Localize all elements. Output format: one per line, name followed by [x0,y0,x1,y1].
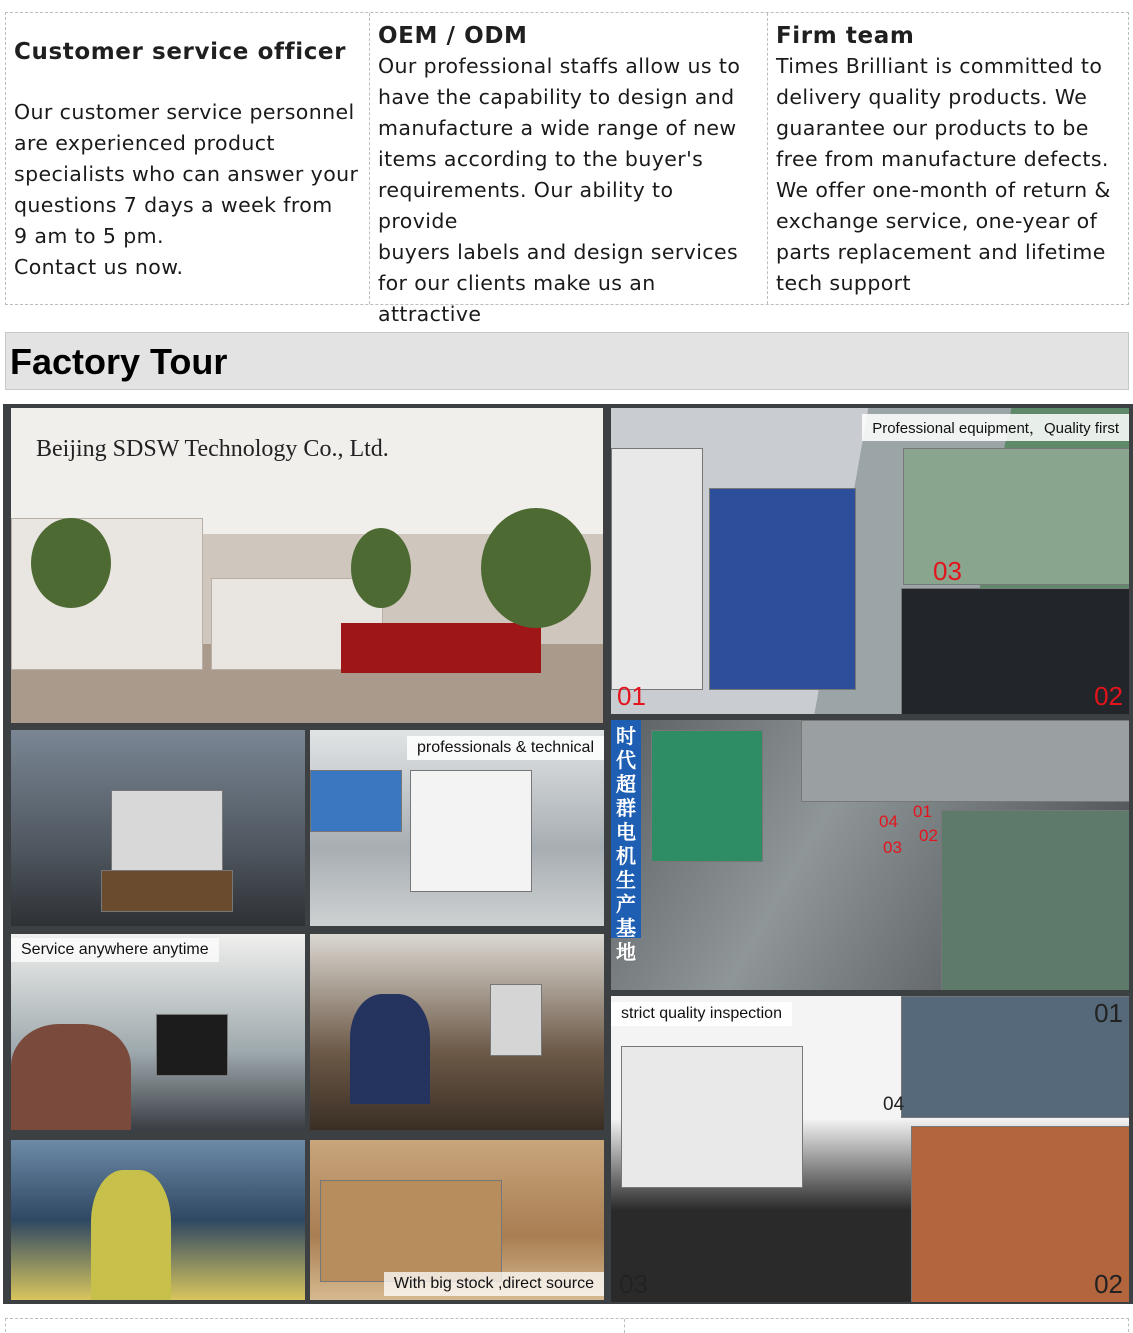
factory-caption: Beijing SDSW Technology Co., Ltd. [36,436,389,462]
next-table-border [5,1318,1129,1332]
factory-gate [341,623,541,673]
parts-bins [310,770,402,832]
lathe-machine [111,790,223,882]
assembly-station-inset [941,810,1129,990]
cnc-machine [621,1046,803,1188]
stock-caption: With big stock ,direct source [384,1272,604,1296]
service-staff [11,1024,131,1130]
qc-caption: strict quality inspection [611,1002,792,1026]
firm-team-text: Times Brilliant is committed to delivery quality products. We guarantee our products to be free from manufacture defects. We offer one-month of return & exchange service, one-year of parts replacement and lifetime tech support [776,54,1111,295]
lathe-workshop-photo [11,730,305,926]
qc-number: 03 [619,1269,648,1299]
factory-exterior-photo [11,408,603,723]
technical-caption: professionals & technical [407,736,604,760]
control-box [490,984,542,1056]
laser-welder [709,488,856,690]
base-number: 04 [879,812,898,831]
service-office-photo [11,934,305,1130]
warehouse-staff [91,1170,171,1300]
base-number: 03 [883,838,902,857]
service-caption: Service anywhere anytime [11,938,219,962]
production-base-sign: 时代超群电机生产基地 [611,720,641,938]
stock-boxes [320,1180,502,1282]
technical-workshop-photo [310,730,604,926]
oem-odm-title: OEM / ODM [378,23,528,49]
section-title: Factory Tour [10,341,228,382]
equipment-number: 01 [617,681,646,711]
next-table-divider [624,1319,625,1333]
stator-stack-inset [801,720,1129,802]
equipment-photo [611,408,1129,714]
quality-inspection-photo [611,996,1129,1302]
customer-service-title: Customer service officer [14,39,347,65]
factory-tour-collage [3,404,1133,1304]
info-table [5,12,1129,326]
tree [481,508,591,628]
production-base-photo [611,720,1129,990]
base-number: 01 [913,802,932,821]
warehouse-stock-photo [310,1140,604,1300]
oem-odm-cell [370,13,768,326]
qc-number: 02 [1094,1269,1123,1299]
worker-assembly-photo [310,934,604,1130]
dispensing-machine [410,770,532,892]
equipment-caption: Professional equipment，Quality first [862,414,1129,441]
tree [351,528,411,608]
firm-team-title: Firm team [776,23,915,49]
equipment-number: 02 [1094,681,1123,711]
warehouse-staff-photo [11,1140,305,1300]
equipment-number: 03 [933,556,962,586]
base-number: 02 [919,826,938,845]
firm-team-cell [768,13,1128,304]
customer-service-text: Our customer service personnel are experienced product specialists who can answer your questions 7 days a week from 9 am to 5 pm. Contact us now. [14,100,359,279]
qc-number: 04 [883,1094,905,1115]
tree [31,518,111,608]
hydraulic-press [651,730,763,862]
worker [350,994,430,1104]
customer-service-cell [6,13,370,304]
computer-monitor [156,1014,228,1076]
oem-odm-text: Our professional staffs allow us to have the capability to design and manufacture a wide range of new items according to the buyer's requirements. Our ability to provide buyers labels and design services for our clients make us an attractive [378,54,741,326]
pallet [101,870,233,912]
control-cabinet [611,448,703,690]
section-header [5,332,1129,390]
qc-number: 01 [1094,998,1123,1028]
